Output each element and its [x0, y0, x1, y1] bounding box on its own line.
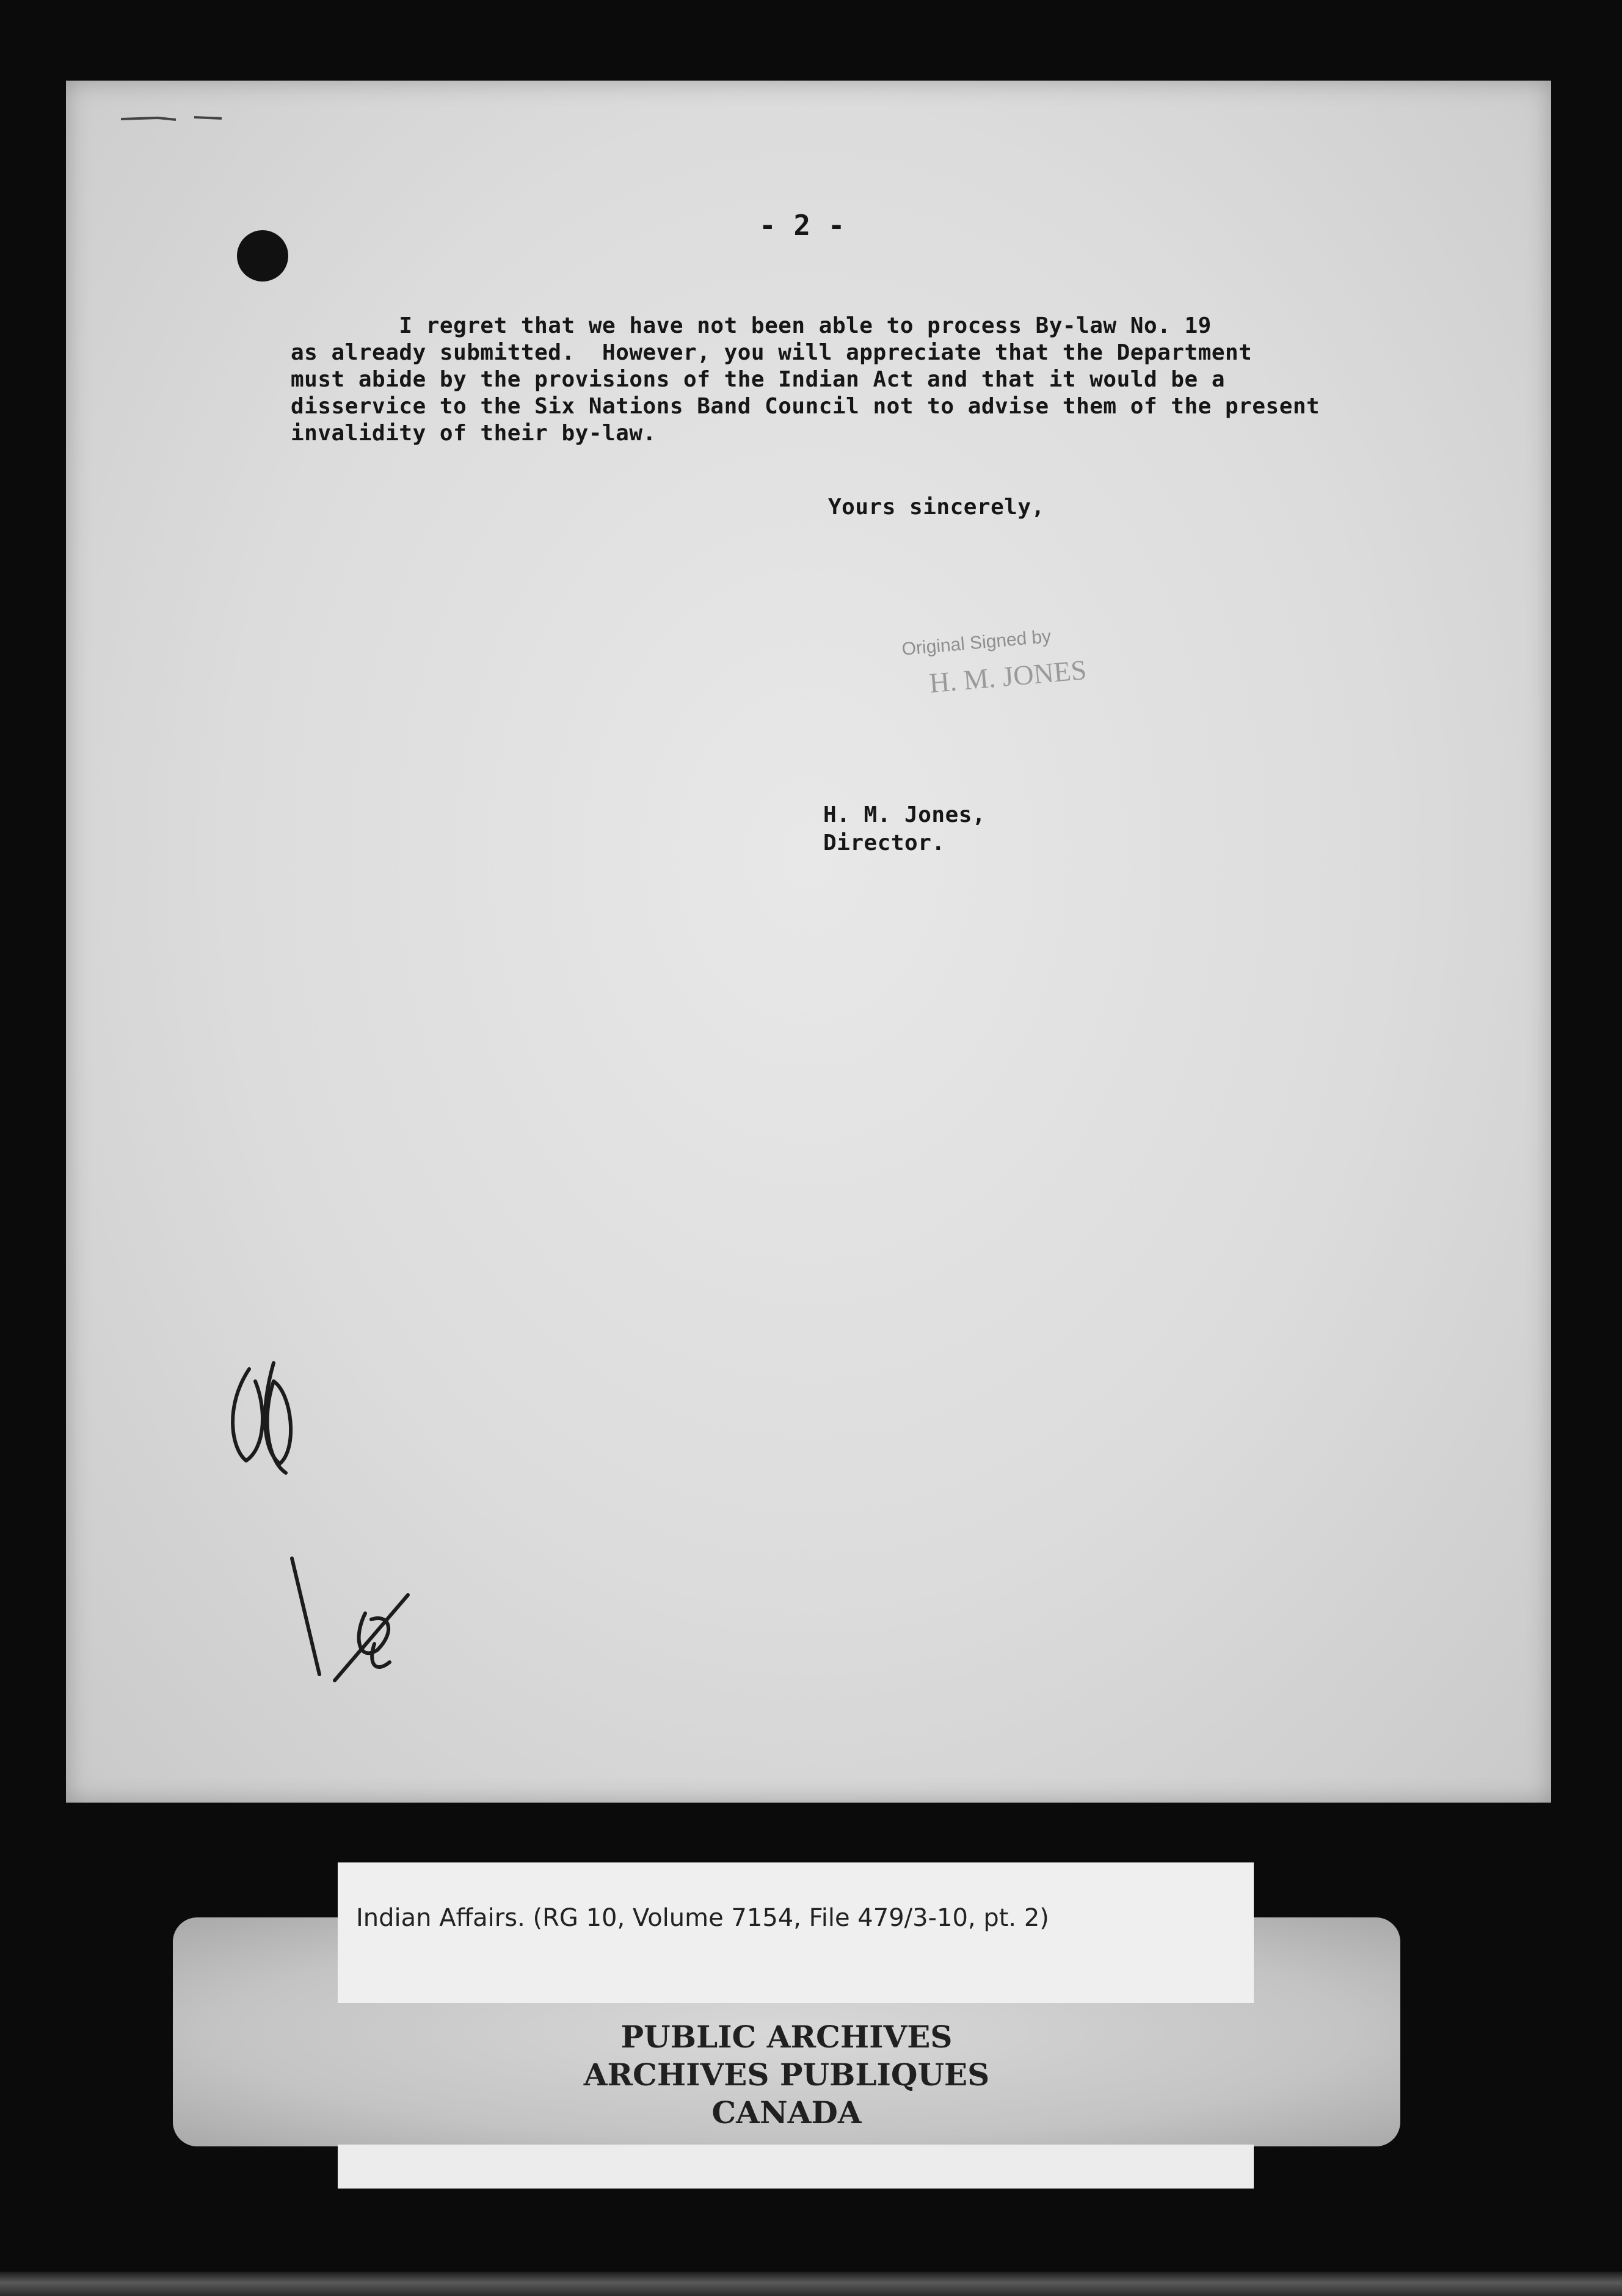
letter-body-line: disservice to the Six Nations Band Council not to advise them of the present	[291, 394, 1320, 419]
document-page	[66, 81, 1551, 1803]
signature-stamp	[890, 600, 1208, 703]
signature-block	[823, 801, 986, 857]
film-scratch-mark	[121, 114, 225, 120]
page-number: - 2 -	[759, 209, 845, 242]
handwritten-annotation	[213, 1357, 500, 1723]
letter-body	[291, 313, 1530, 447]
letter-body-line: invalidity of their by-law.	[291, 421, 656, 446]
reference-label-card	[338, 1862, 1254, 2003]
label-card-lower	[338, 2145, 1254, 2189]
archive-reference: Indian Affairs. (RG 10, Volume 7154, File 479/3-10, pt. 2)	[356, 1904, 1049, 1932]
archive-stamp-line: ARCHIVES PUBLIQUES	[583, 2057, 990, 2093]
signer-name: H. M. Jones,	[823, 802, 986, 827]
archive-stamp-line: PUBLIC ARCHIVES	[620, 2019, 953, 2055]
letter-body-line: must abide by the provisions of the Indian Act and that it would be a	[291, 367, 1225, 392]
letter-body-line: I regret that we have not been able to process By-law No. 19	[291, 313, 1212, 338]
letter-body-line: as already submitted. However, you will appreciate that the Department	[291, 340, 1253, 365]
punch-hole	[237, 230, 288, 282]
signer-title: Director.	[823, 830, 945, 856]
film-edge	[0, 2272, 1622, 2296]
stamp-line-original: Original Signed by	[901, 626, 1052, 659]
stamp-line-name: H. M. JONES	[928, 653, 1088, 699]
closing-salutation: Yours sincerely,	[828, 495, 1045, 520]
archive-stamp-line: CANADA	[711, 2094, 862, 2131]
archive-stamp	[173, 2018, 1400, 2132]
